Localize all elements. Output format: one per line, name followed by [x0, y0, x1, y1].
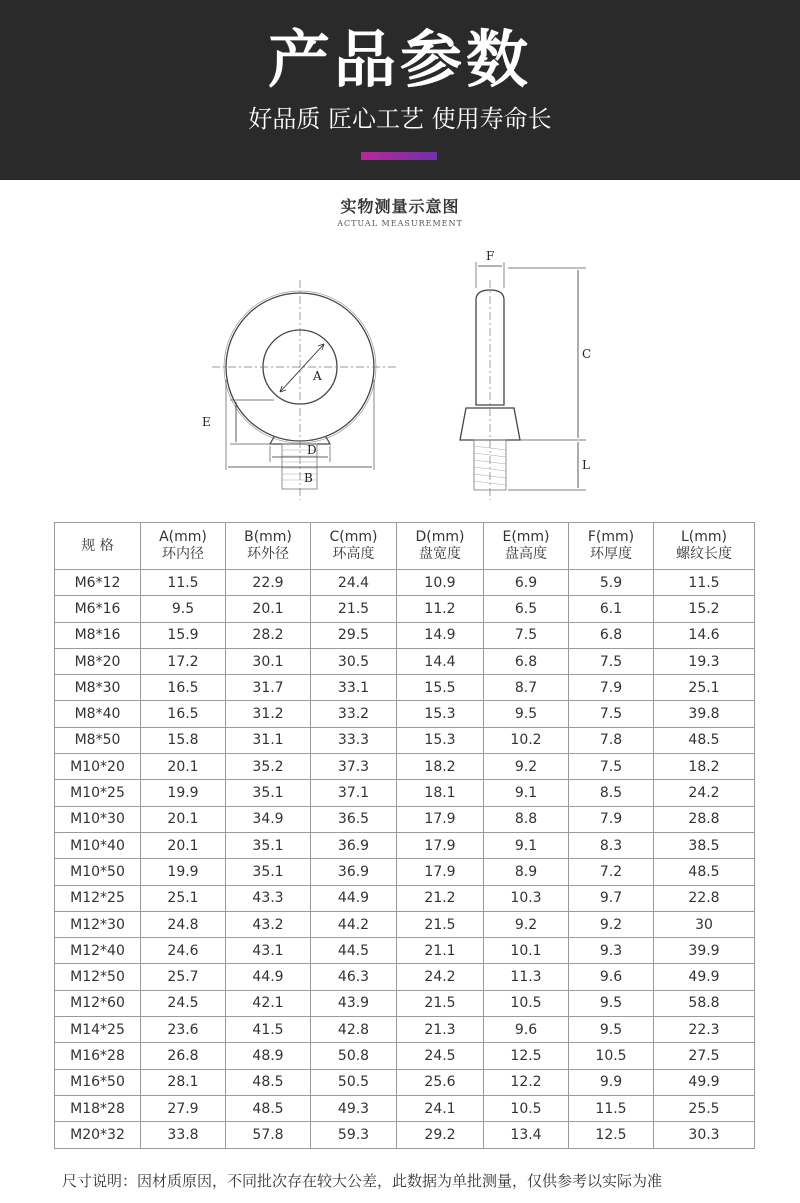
label-c: C [582, 347, 592, 361]
table-cell: 21.3 [397, 1017, 484, 1043]
table-row [55, 990, 755, 1016]
table-cell: 31.2 [226, 701, 311, 727]
table-cell: 36.5 [311, 806, 397, 832]
table-cell: 9.2 [569, 911, 654, 937]
table-cell: 8.9 [484, 859, 569, 885]
table-cell: 8.5 [569, 780, 654, 806]
table-cell: 15.3 [397, 727, 484, 753]
table-cell: 20.1 [141, 806, 226, 832]
table-cell: 8.8 [484, 806, 569, 832]
table-cell: 9.5 [484, 701, 569, 727]
table-row [55, 911, 755, 937]
table-cell: 20.1 [141, 754, 226, 780]
table-header-row [55, 523, 755, 570]
table-cell: 42.8 [311, 1017, 397, 1043]
table-cell: 12.2 [484, 1069, 569, 1095]
page-subtitle: 好品质 匠心工艺 使用寿命长 [248, 105, 552, 133]
table-cell: 44.9 [226, 964, 311, 990]
table-cell: 35.1 [226, 832, 311, 858]
table-cell: 7.8 [569, 727, 654, 753]
table-cell: 24.4 [311, 570, 397, 596]
table-cell: 19.9 [141, 780, 226, 806]
table-cell: 24.6 [141, 938, 226, 964]
table-cell: 21.1 [397, 938, 484, 964]
table-cell: 29.2 [397, 1122, 484, 1148]
table-cell: 59.3 [311, 1122, 397, 1148]
page-title: 产品参数 [267, 23, 532, 96]
table-cell-spec: M10*25 [55, 780, 141, 806]
table-cell: 21.5 [397, 990, 484, 1016]
table-cell: 35.1 [226, 780, 311, 806]
table-cell: 20.1 [141, 832, 226, 858]
table-cell: 10.3 [484, 885, 569, 911]
page-header [0, 0, 800, 180]
table-cell: 18.1 [397, 780, 484, 806]
table-cell: 15.3 [397, 701, 484, 727]
table-cell: 49.3 [311, 1095, 397, 1121]
table-cell: 24.5 [397, 1043, 484, 1069]
table-row [55, 675, 755, 701]
table-cell: 17.9 [397, 832, 484, 858]
table-cell: 12.5 [569, 1122, 654, 1148]
table-cell: 37.3 [311, 754, 397, 780]
table-cell: 6.5 [484, 596, 569, 622]
table-cell: 28.2 [226, 622, 311, 648]
table-cell: 37.1 [311, 780, 397, 806]
table-cell: 35.2 [226, 754, 311, 780]
table-cell-spec: M8*16 [55, 622, 141, 648]
table-cell: 35.1 [226, 859, 311, 885]
table-cell: 13.4 [484, 1122, 569, 1148]
table-cell: 27.9 [141, 1095, 226, 1121]
table-row [55, 570, 755, 596]
table-cell: 17.9 [397, 806, 484, 832]
table-cell: 11.5 [654, 570, 755, 596]
table-cell-spec: M14*25 [55, 1017, 141, 1043]
table-cell: 25.1 [654, 675, 755, 701]
table-cell: 9.5 [569, 990, 654, 1016]
table-cell: 25.1 [141, 885, 226, 911]
table-cell: 7.9 [569, 806, 654, 832]
label-d: D [307, 443, 317, 457]
table-cell: 6.8 [484, 648, 569, 674]
table-cell-spec: M8*20 [55, 648, 141, 674]
table-row [55, 964, 755, 990]
table-cell: 21.5 [311, 596, 397, 622]
table-cell: 58.8 [654, 990, 755, 1016]
table-cell: 29.5 [311, 622, 397, 648]
table-cell: 9.6 [569, 964, 654, 990]
table-cell: 43.9 [311, 990, 397, 1016]
table-cell: 14.9 [397, 622, 484, 648]
table-cell: 33.2 [311, 701, 397, 727]
table-cell: 43.2 [226, 911, 311, 937]
table-cell: 24.8 [141, 911, 226, 937]
table-cell: 8.3 [569, 832, 654, 858]
table-cell: 44.5 [311, 938, 397, 964]
table-cell: 9.2 [484, 754, 569, 780]
table-cell: 9.2 [484, 911, 569, 937]
table-cell: 10.5 [484, 990, 569, 1016]
table-cell-spec: M12*25 [55, 885, 141, 911]
table-cell: 49.9 [654, 1069, 755, 1095]
table-row [55, 1122, 755, 1148]
table-cell: 39.9 [654, 938, 755, 964]
table-cell: 41.5 [226, 1017, 311, 1043]
table-cell-spec: M8*40 [55, 701, 141, 727]
accent-bar [361, 152, 437, 160]
label-f: F [486, 249, 495, 263]
table-cell: 48.5 [226, 1069, 311, 1095]
table-cell: 16.5 [141, 701, 226, 727]
table-cell: 15.2 [654, 596, 755, 622]
table-cell: 11.2 [397, 596, 484, 622]
table-cell: 17.9 [397, 859, 484, 885]
table-cell: 10.1 [484, 938, 569, 964]
table-cell: 33.1 [311, 675, 397, 701]
table-cell: 19.9 [141, 859, 226, 885]
table-cell: 30.3 [654, 1122, 755, 1148]
table-row [55, 1069, 755, 1095]
table-row [55, 1043, 755, 1069]
table-cell: 6.1 [569, 596, 654, 622]
header-spec: 规 格 [55, 523, 141, 570]
table-cell: 27.5 [654, 1043, 755, 1069]
table-cell: 28.8 [654, 806, 755, 832]
header-d: D(mm) 盘宽度 [397, 523, 484, 570]
table-cell: 12.5 [484, 1043, 569, 1069]
label-e: E [202, 415, 211, 429]
table-cell: 46.3 [311, 964, 397, 990]
table-cell: 21.2 [397, 885, 484, 911]
diagram-title: 实物测量示意图 [340, 197, 460, 216]
table-cell: 42.1 [226, 990, 311, 1016]
table-cell: 24.2 [397, 964, 484, 990]
table-cell: 39.8 [654, 701, 755, 727]
table-cell: 24.5 [141, 990, 226, 1016]
table-row [55, 622, 755, 648]
table-cell: 22.3 [654, 1017, 755, 1043]
table-cell: 5.9 [569, 570, 654, 596]
table-body [55, 570, 755, 1149]
table-cell: 15.5 [397, 675, 484, 701]
table-cell: 7.5 [484, 622, 569, 648]
table-cell-spec: M10*40 [55, 832, 141, 858]
table-cell: 48.9 [226, 1043, 311, 1069]
label-b: B [304, 471, 313, 485]
label-l: L [582, 458, 590, 472]
table-cell: 11.5 [569, 1095, 654, 1121]
table-cell: 15.9 [141, 622, 226, 648]
table-cell: 7.5 [569, 648, 654, 674]
table-cell: 25.7 [141, 964, 226, 990]
footnote: 尺寸说明：因材质原因，不同批次存在较大公差，此数据为单批测量，仅供参考以实际为准 [62, 1172, 663, 1190]
table-cell: 21.5 [397, 911, 484, 937]
table-cell: 9.7 [569, 885, 654, 911]
table-cell: 8.7 [484, 675, 569, 701]
table-cell: 11.5 [141, 570, 226, 596]
table-cell: 16.5 [141, 675, 226, 701]
spec-table [54, 522, 755, 1149]
table-cell: 34.9 [226, 806, 311, 832]
table-cell: 30.5 [311, 648, 397, 674]
table-cell: 28.1 [141, 1069, 226, 1095]
table-cell-spec: M20*32 [55, 1122, 141, 1148]
table-cell: 49.9 [654, 964, 755, 990]
table-cell: 48.5 [226, 1095, 311, 1121]
table-cell-spec: M8*30 [55, 675, 141, 701]
header-f: F(mm) 环厚度 [569, 523, 654, 570]
table-cell: 36.9 [311, 832, 397, 858]
table-cell: 14.6 [654, 622, 755, 648]
table-cell: 44.2 [311, 911, 397, 937]
table-cell: 31.1 [226, 727, 311, 753]
table-cell-spec: M12*60 [55, 990, 141, 1016]
table-cell-spec: M16*28 [55, 1043, 141, 1069]
table-row [55, 596, 755, 622]
table-cell: 57.8 [226, 1122, 311, 1148]
table-cell-spec: M16*50 [55, 1069, 141, 1095]
table-cell: 10.9 [397, 570, 484, 596]
table-cell-spec: M10*20 [55, 754, 141, 780]
table-cell: 50.5 [311, 1069, 397, 1095]
table-cell: 30.1 [226, 648, 311, 674]
table-cell: 9.5 [141, 596, 226, 622]
measurement-diagram [190, 240, 610, 512]
table-cell: 33.8 [141, 1122, 226, 1148]
table-cell: 10.5 [484, 1095, 569, 1121]
table-cell: 25.5 [654, 1095, 755, 1121]
table-cell: 20.1 [226, 596, 311, 622]
table-cell: 9.9 [569, 1069, 654, 1095]
table-cell-spec: M10*50 [55, 859, 141, 885]
table-cell: 22.9 [226, 570, 311, 596]
table-cell: 48.5 [654, 727, 755, 753]
header-l: L(mm) 螺纹长度 [654, 523, 755, 570]
table-cell: 26.8 [141, 1043, 226, 1069]
table-cell: 7.9 [569, 675, 654, 701]
table-cell: 19.3 [654, 648, 755, 674]
table-cell: 9.1 [484, 780, 569, 806]
table-cell: 15.8 [141, 727, 226, 753]
table-cell: 10.5 [569, 1043, 654, 1069]
table-row [55, 1017, 755, 1043]
table-row [55, 806, 755, 832]
table-cell: 36.9 [311, 859, 397, 885]
table-row [55, 701, 755, 727]
diagram-subtitle: ACTUAL MEASUREMENT [337, 219, 463, 228]
table-cell: 38.5 [654, 832, 755, 858]
table-cell: 17.2 [141, 648, 226, 674]
table-cell: 24.2 [654, 780, 755, 806]
table-row [55, 885, 755, 911]
label-a: A [313, 369, 322, 383]
table-cell-spec: M6*12 [55, 570, 141, 596]
table-cell: 10.2 [484, 727, 569, 753]
table-cell: 48.5 [654, 859, 755, 885]
table-cell-spec: M10*30 [55, 806, 141, 832]
table-cell: 25.6 [397, 1069, 484, 1095]
table-cell: 6.8 [569, 622, 654, 648]
table-row [55, 859, 755, 885]
table-cell: 43.1 [226, 938, 311, 964]
table-cell: 7.5 [569, 754, 654, 780]
table-cell: 22.8 [654, 885, 755, 911]
table-row [55, 648, 755, 674]
table-cell: 7.2 [569, 859, 654, 885]
table-cell-spec: M8*50 [55, 727, 141, 753]
table-cell: 18.2 [397, 754, 484, 780]
table-cell: 9.6 [484, 1017, 569, 1043]
table-cell: 18.2 [654, 754, 755, 780]
table-cell: 7.5 [569, 701, 654, 727]
table-cell: 33.3 [311, 727, 397, 753]
table-row [55, 1095, 755, 1121]
table-cell: 23.6 [141, 1017, 226, 1043]
header-e: E(mm) 盘高度 [484, 523, 569, 570]
table-cell-spec: M12*40 [55, 938, 141, 964]
table-cell: 9.1 [484, 832, 569, 858]
table-cell: 9.3 [569, 938, 654, 964]
table-cell: 43.3 [226, 885, 311, 911]
table-cell: 6.9 [484, 570, 569, 596]
table-cell: 11.3 [484, 964, 569, 990]
table-row [55, 727, 755, 753]
table-cell: 24.1 [397, 1095, 484, 1121]
table-cell: 31.7 [226, 675, 311, 701]
table-cell-spec: M6*16 [55, 596, 141, 622]
table-row [55, 938, 755, 964]
table-cell: 9.5 [569, 1017, 654, 1043]
header-c: C(mm) 环高度 [311, 523, 397, 570]
table-row [55, 832, 755, 858]
table-row [55, 780, 755, 806]
table-cell: 14.4 [397, 648, 484, 674]
table-cell-spec: M12*50 [55, 964, 141, 990]
table-cell: 50.8 [311, 1043, 397, 1069]
table-cell: 30 [654, 911, 755, 937]
header-a: A(mm) 环内径 [141, 523, 226, 570]
table-row [55, 754, 755, 780]
table-cell-spec: M18*28 [55, 1095, 141, 1121]
table-cell-spec: M12*30 [55, 911, 141, 937]
table-cell: 44.9 [311, 885, 397, 911]
header-b: B(mm) 环外径 [226, 523, 311, 570]
